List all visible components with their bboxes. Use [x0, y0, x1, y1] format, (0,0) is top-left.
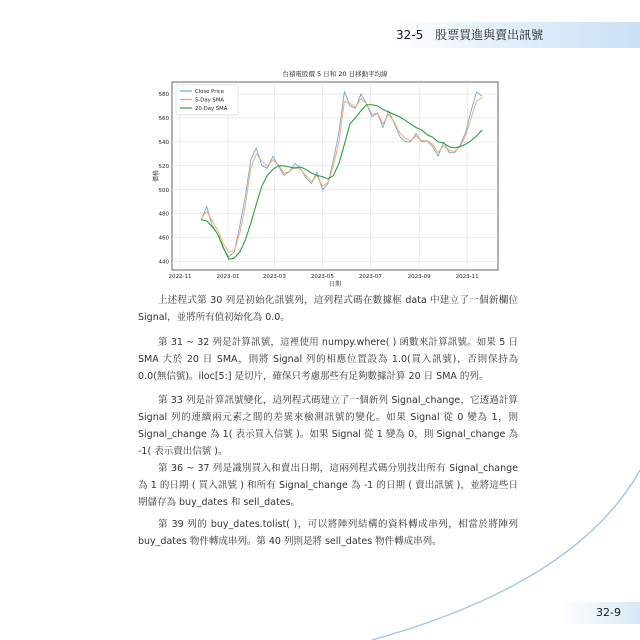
stock-chart [152, 62, 508, 290]
x-tick-label: 2023-05 [310, 274, 334, 280]
y-tick-label: 580 [158, 91, 169, 98]
x-tick-label: 2023-09 [407, 274, 431, 280]
y-tick-label: 460 [158, 235, 169, 242]
chart-svg [152, 62, 508, 290]
paragraph-3: 第 33 列是計算訊號變化，這列程式碼建立了一個新列 Signal_change，它透過計算 Signal 列的連續兩元素之間的差異來檢測訊號的變化。如果 Signal 從 0 變為 1，則 Signal_change 為 1( 表示買入信號 )。如果 Signal 從 1 變為 0，則 Signal_change 為 -1( 表示賣出信號 )。 [138, 395, 518, 457]
y-tick-label: 500 [158, 187, 169, 194]
legend-label: Close Price [195, 89, 225, 95]
x-tick-label: 2022-11 [168, 274, 192, 280]
section-number: 32-5 [396, 28, 424, 42]
page-header [396, 26, 543, 43]
section-title: 股票買進與賣出訊號 [435, 28, 544, 42]
paragraph-4: 第 36 ~ 37 列是識別買入和賣出日期，這兩列程式碼分別找出所有 Signal_change 為 1 的日期 ( 買入訊號 ) 和所有 Signal_change 為 -1 的日期 ( 賣出訊號 )，並將這些日期儲存為 buy_dates 和 sell_dates。 [138, 463, 518, 508]
y-tick-label: 440 [158, 259, 169, 266]
y-tick-label: 480 [158, 211, 169, 218]
paragraph-5: 第 39 列的 buy_dates.tolist( )，可以將陣列結構的資料轉成串列，相當於將陣列 buy_dates 物件轉成串列。第 40 列則是將 sell_dates 物件轉成串列。 [138, 519, 518, 547]
x-tick-label: 2023-01 [216, 274, 240, 280]
page-number: 32-9 [596, 606, 621, 619]
y-tick-label: 540 [158, 139, 169, 146]
paragraph-2: 第 31 ~ 32 列是計算訊號，這裡使用 numpy.where( ) 函數來計算訊號。如果 5 日 SMA 大於 20 日 SMA，則將 Signal 列的相應位置設為 1.0(買入訊號)，否則保持為 0.0(無信號)。iloc[5:] 是切片，確保只考慮那些有足夠數據計算 20 日 SMA 的列。 [138, 337, 518, 382]
x-tick-label: 2023-07 [358, 274, 382, 280]
x-axis-label: 日期 [328, 281, 342, 288]
legend-label: 20-Day SMA [195, 106, 228, 112]
paragraph-1: 上述程式第 30 列是初始化訊號列，這列程式碼在數據框 data 中建立了一個新欄位 Signal，並將所有值初始化為 0.0。 [138, 295, 518, 323]
chart-legend [176, 85, 238, 115]
chart-title: 台積電股價 5 日和 20 日移動平均線 [282, 70, 388, 78]
y-tick-label: 520 [158, 163, 169, 170]
x-tick-label: 2023-11 [455, 274, 479, 280]
y-axis-label: 價格 [153, 169, 160, 183]
x-tick-label: 2023-03 [262, 274, 286, 280]
y-tick-label: 560 [158, 115, 169, 122]
legend-label: 5-Day SMA [195, 97, 224, 104]
